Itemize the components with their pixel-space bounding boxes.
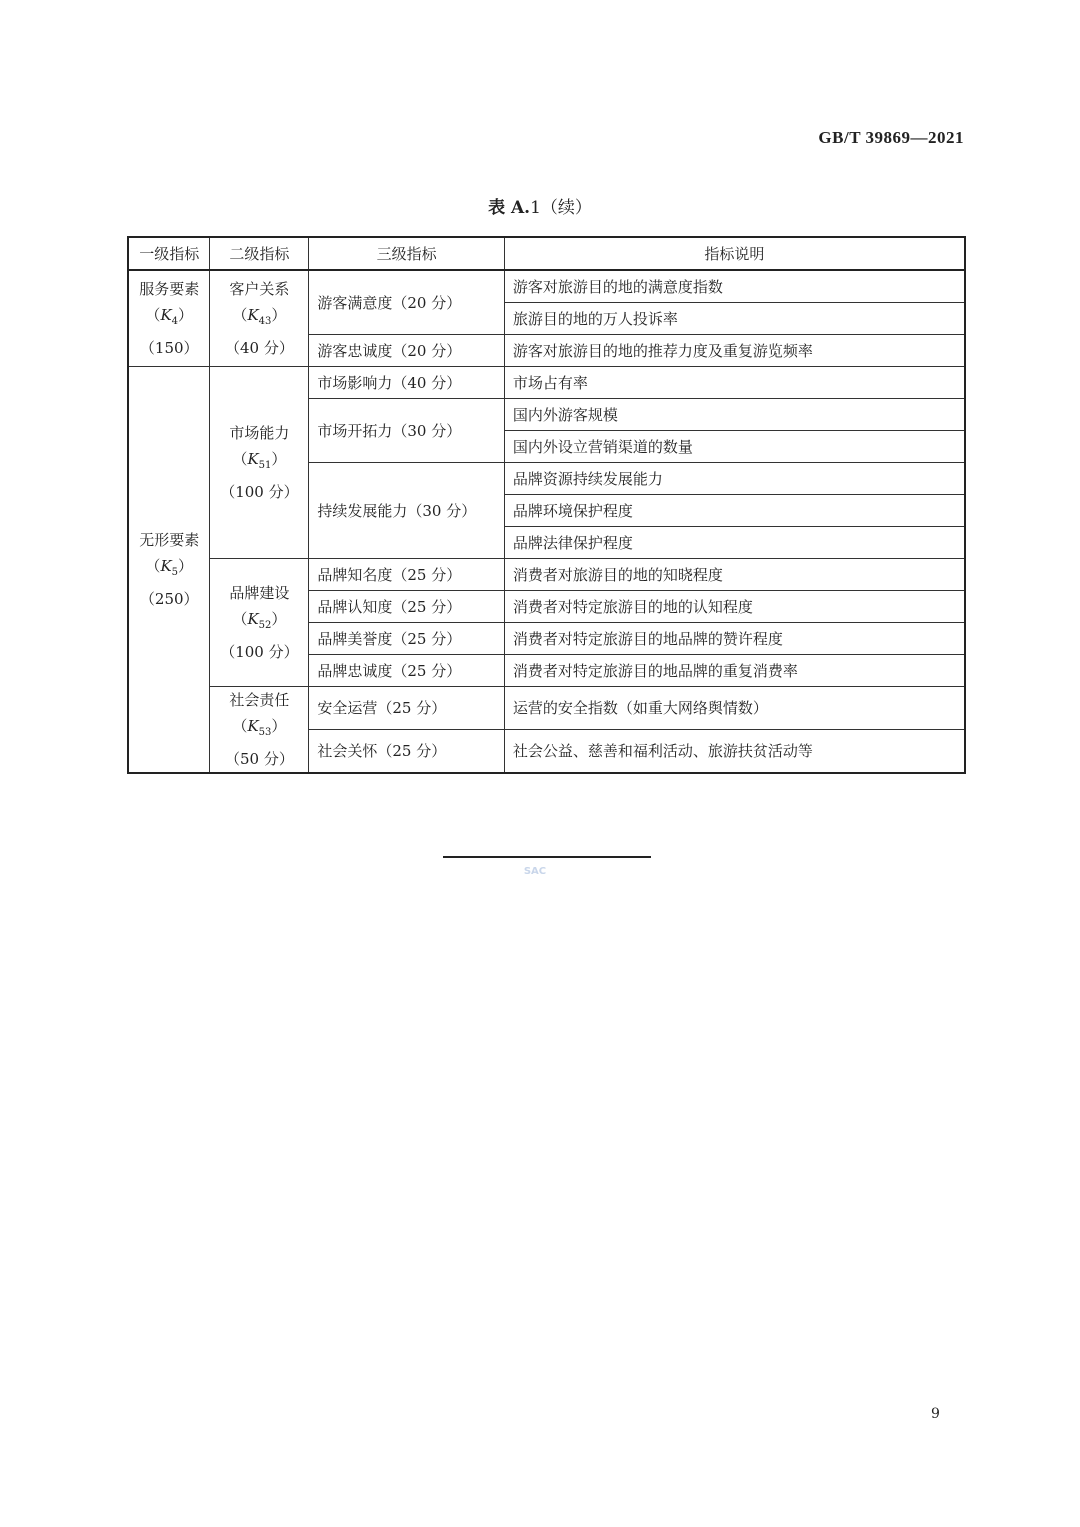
description-cell: 游客对旅游目的地的满意度指数 [504, 270, 965, 303]
level3-cell: 游客满意度（20 分） [309, 270, 505, 335]
subgroup-code: $(K_{52})$ [232, 610, 287, 631]
header-level1: 一级指标 [128, 237, 210, 270]
subgroup-customer [210, 270, 309, 367]
description-cell: 运营的安全指数（如重大网络舆情数） [504, 687, 965, 730]
description-cell: 旅游目的地的万人投诉率 [504, 303, 965, 335]
description-cell: 品牌法律保护程度 [504, 527, 965, 559]
subgroup-code: $(K_{43})$ [232, 306, 287, 327]
group-score: （150） [139, 339, 199, 357]
description-cell: 社会公益、慈善和福利活动、旅游扶贫活动等 [504, 729, 965, 773]
table-title [0, 193, 1080, 218]
indicator-table [127, 236, 966, 774]
subgroup-score: （50 分） [224, 750, 294, 768]
level3-cell: 市场影响力（40 分） [309, 367, 505, 399]
group-name: 无形要素 [139, 531, 200, 549]
description-cell: 游客对旅游目的地的推荐力度及重复游览频率 [504, 335, 965, 367]
description-cell: 市场占有率 [504, 367, 965, 399]
description-cell: 消费者对特定旅游目的地品牌的重复消费率 [504, 655, 965, 687]
group-service [128, 270, 210, 367]
level3-cell: 持续发展能力（30 分） [309, 463, 505, 559]
standard-code: GB/T 39869—2021 [818, 128, 964, 147]
description-cell: 品牌资源持续发展能力 [504, 463, 965, 495]
table-row [128, 367, 965, 399]
subgroup-code: $(K_{53})$ [232, 717, 287, 738]
description-cell: 消费者对旅游目的地的知晓程度 [504, 559, 965, 591]
description-cell: 消费者对特定旅游目的地的认知程度 [504, 591, 965, 623]
description-cell: 品牌环境保护程度 [504, 495, 965, 527]
level3-cell: 游客忠诚度（20 分） [309, 335, 505, 367]
header-level3: 三级指标 [309, 237, 505, 270]
group-score: （250） [139, 590, 199, 608]
subgroup-name: 社会责任 [229, 691, 290, 709]
subgroup-market [210, 367, 309, 559]
header-description: 指标说明 [504, 237, 965, 270]
subgroup-code: $(K_{51})$ [232, 450, 287, 471]
level3-cell: 市场开拓力（30 分） [309, 399, 505, 463]
watermark-stamp: SAC [523, 865, 547, 877]
subgroup-score: （100 分） [220, 483, 299, 501]
level3-cell: 品牌美誉度（25 分） [309, 623, 505, 655]
page-number: 9 [931, 1406, 940, 1422]
subgroup-brand [210, 559, 309, 687]
description-cell: 国内外设立营销渠道的数量 [504, 431, 965, 463]
level3-cell: 安全运营（25 分） [309, 687, 505, 730]
description-cell: 国内外游客规模 [504, 399, 965, 431]
description-cell: 消费者对特定旅游目的地品牌的赞许程度 [504, 623, 965, 655]
subgroup-score: （40 分） [224, 339, 294, 357]
subgroup-score: （100 分） [220, 643, 299, 661]
level3-cell: 品牌知名度（25 分） [309, 559, 505, 591]
group-code: $(K_4)$ [145, 306, 194, 327]
subgroup-name: 市场能力 [229, 424, 290, 442]
subgroup-social [210, 687, 309, 774]
level3-cell: 品牌认知度（25 分） [309, 591, 505, 623]
group-intangible [128, 367, 210, 774]
subgroup-name: 品牌建设 [229, 584, 290, 602]
table-row [128, 270, 965, 303]
level3-cell: 社会关怀（25 分） [309, 729, 505, 773]
end-of-document-rule [443, 856, 651, 858]
level3-cell: 品牌忠诚度（25 分） [309, 655, 505, 687]
group-name: 服务要素 [139, 280, 200, 298]
header-level2: 二级指标 [210, 237, 309, 270]
table-row [128, 559, 965, 591]
table-row [128, 687, 965, 730]
table-title-suffix: 1（续） [530, 198, 592, 218]
table-header-row [128, 237, 965, 270]
group-code: $(K_5)$ [145, 557, 194, 578]
subgroup-name: 客户关系 [229, 280, 290, 298]
table-title-label: 表 A. [488, 198, 531, 218]
